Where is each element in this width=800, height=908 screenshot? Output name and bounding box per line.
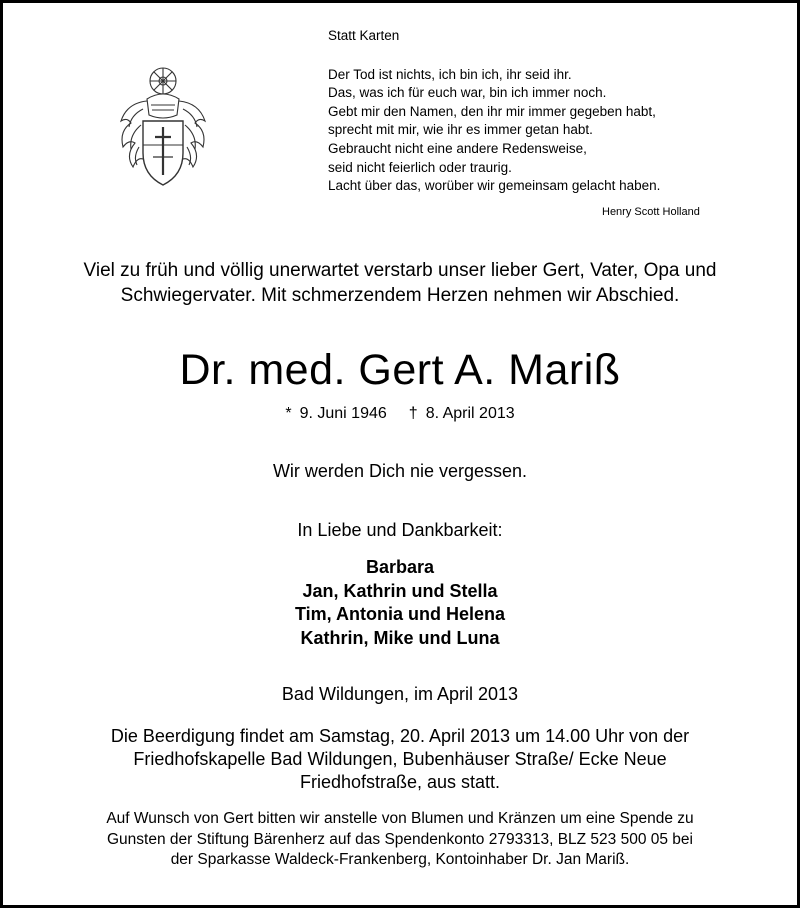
thanks-text: In Liebe und Dankbarkeit: bbox=[297, 520, 503, 540]
intro-text bbox=[3, 258, 797, 308]
poem-line: Das, was ich für euch war, bin ich immer noch. bbox=[328, 85, 607, 101]
family-member: Kathrin, Mike und Luna bbox=[300, 627, 500, 648]
poem-line: Lacht über das, worüber wir gemeinsam gelacht haben. bbox=[328, 178, 661, 194]
donation-info bbox=[3, 809, 797, 871]
burial-line: Friedhofskapelle Bad Wildungen, Bubenhäuser Straße/ Ecke Neue bbox=[133, 749, 667, 769]
poem-line: sprecht mit mir, wie ihr es immer getan habt. bbox=[328, 122, 593, 138]
burial-info bbox=[3, 725, 797, 794]
family-member: Jan, Kathrin und Stella bbox=[302, 580, 498, 601]
birth-symbol: * bbox=[285, 405, 292, 422]
donation-line: der Sparkasse Waldeck-Frankenberg, Kontoinhaber Dr. Jan Mariß. bbox=[170, 851, 630, 868]
poem-author: Henry Scott Holland bbox=[602, 206, 700, 218]
coat-of-arms-icon bbox=[113, 65, 213, 189]
family-member: Barbara bbox=[365, 557, 435, 577]
donation-line: Gunsten der Stiftung Bärenherz auf das Spendenkonto 2793313, BLZ 523 500 05 bei bbox=[107, 830, 693, 848]
death-date: 8. April 2013 bbox=[425, 405, 515, 422]
place-date: Bad Wildungen, im April 2013 bbox=[281, 684, 519, 704]
poem-line: Gebraucht nicht eine andere Redensweise, bbox=[328, 140, 587, 156]
poem-block bbox=[328, 27, 660, 196]
poem-heading: Statt Karten bbox=[328, 28, 400, 43]
family-list bbox=[3, 556, 797, 650]
birth-date: 9. Juni 1946 bbox=[299, 405, 387, 422]
deceased-name: Dr. med. Gert A. Mariß bbox=[179, 346, 621, 394]
poem-lines bbox=[328, 66, 660, 196]
family-member: Tim, Antonia und Helena bbox=[294, 604, 505, 624]
poem-line: Gebt mir den Namen, den ihr mir immer gegeben habt, bbox=[328, 103, 656, 119]
poem-line: Der Tod ist nichts, ich bin ich, ihr seid ihr. bbox=[328, 66, 572, 82]
burial-line: Die Beerdigung findet am Samstag, 20. April 2013 um 14.00 Uhr von der bbox=[110, 726, 690, 746]
burial-line: Friedhofstraße, aus statt. bbox=[299, 772, 501, 792]
remembrance-text: Wir werden Dich nie vergessen. bbox=[272, 461, 528, 481]
life-dates bbox=[3, 404, 797, 424]
death-symbol: † bbox=[408, 405, 418, 422]
poem-line: seid nicht feierlich oder traurig. bbox=[328, 159, 512, 175]
intro-line: Schwiegervater. Mit schmerzendem Herzen nehmen wir Abschied. bbox=[120, 285, 680, 306]
intro-line: Viel zu früh und völlig unerwartet verstarb unser lieber Gert, Vater, Opa und bbox=[83, 260, 717, 281]
donation-line: Auf Wunsch von Gert bitten wir anstelle von Blumen und Kränzen um eine Spende zu bbox=[106, 810, 694, 827]
